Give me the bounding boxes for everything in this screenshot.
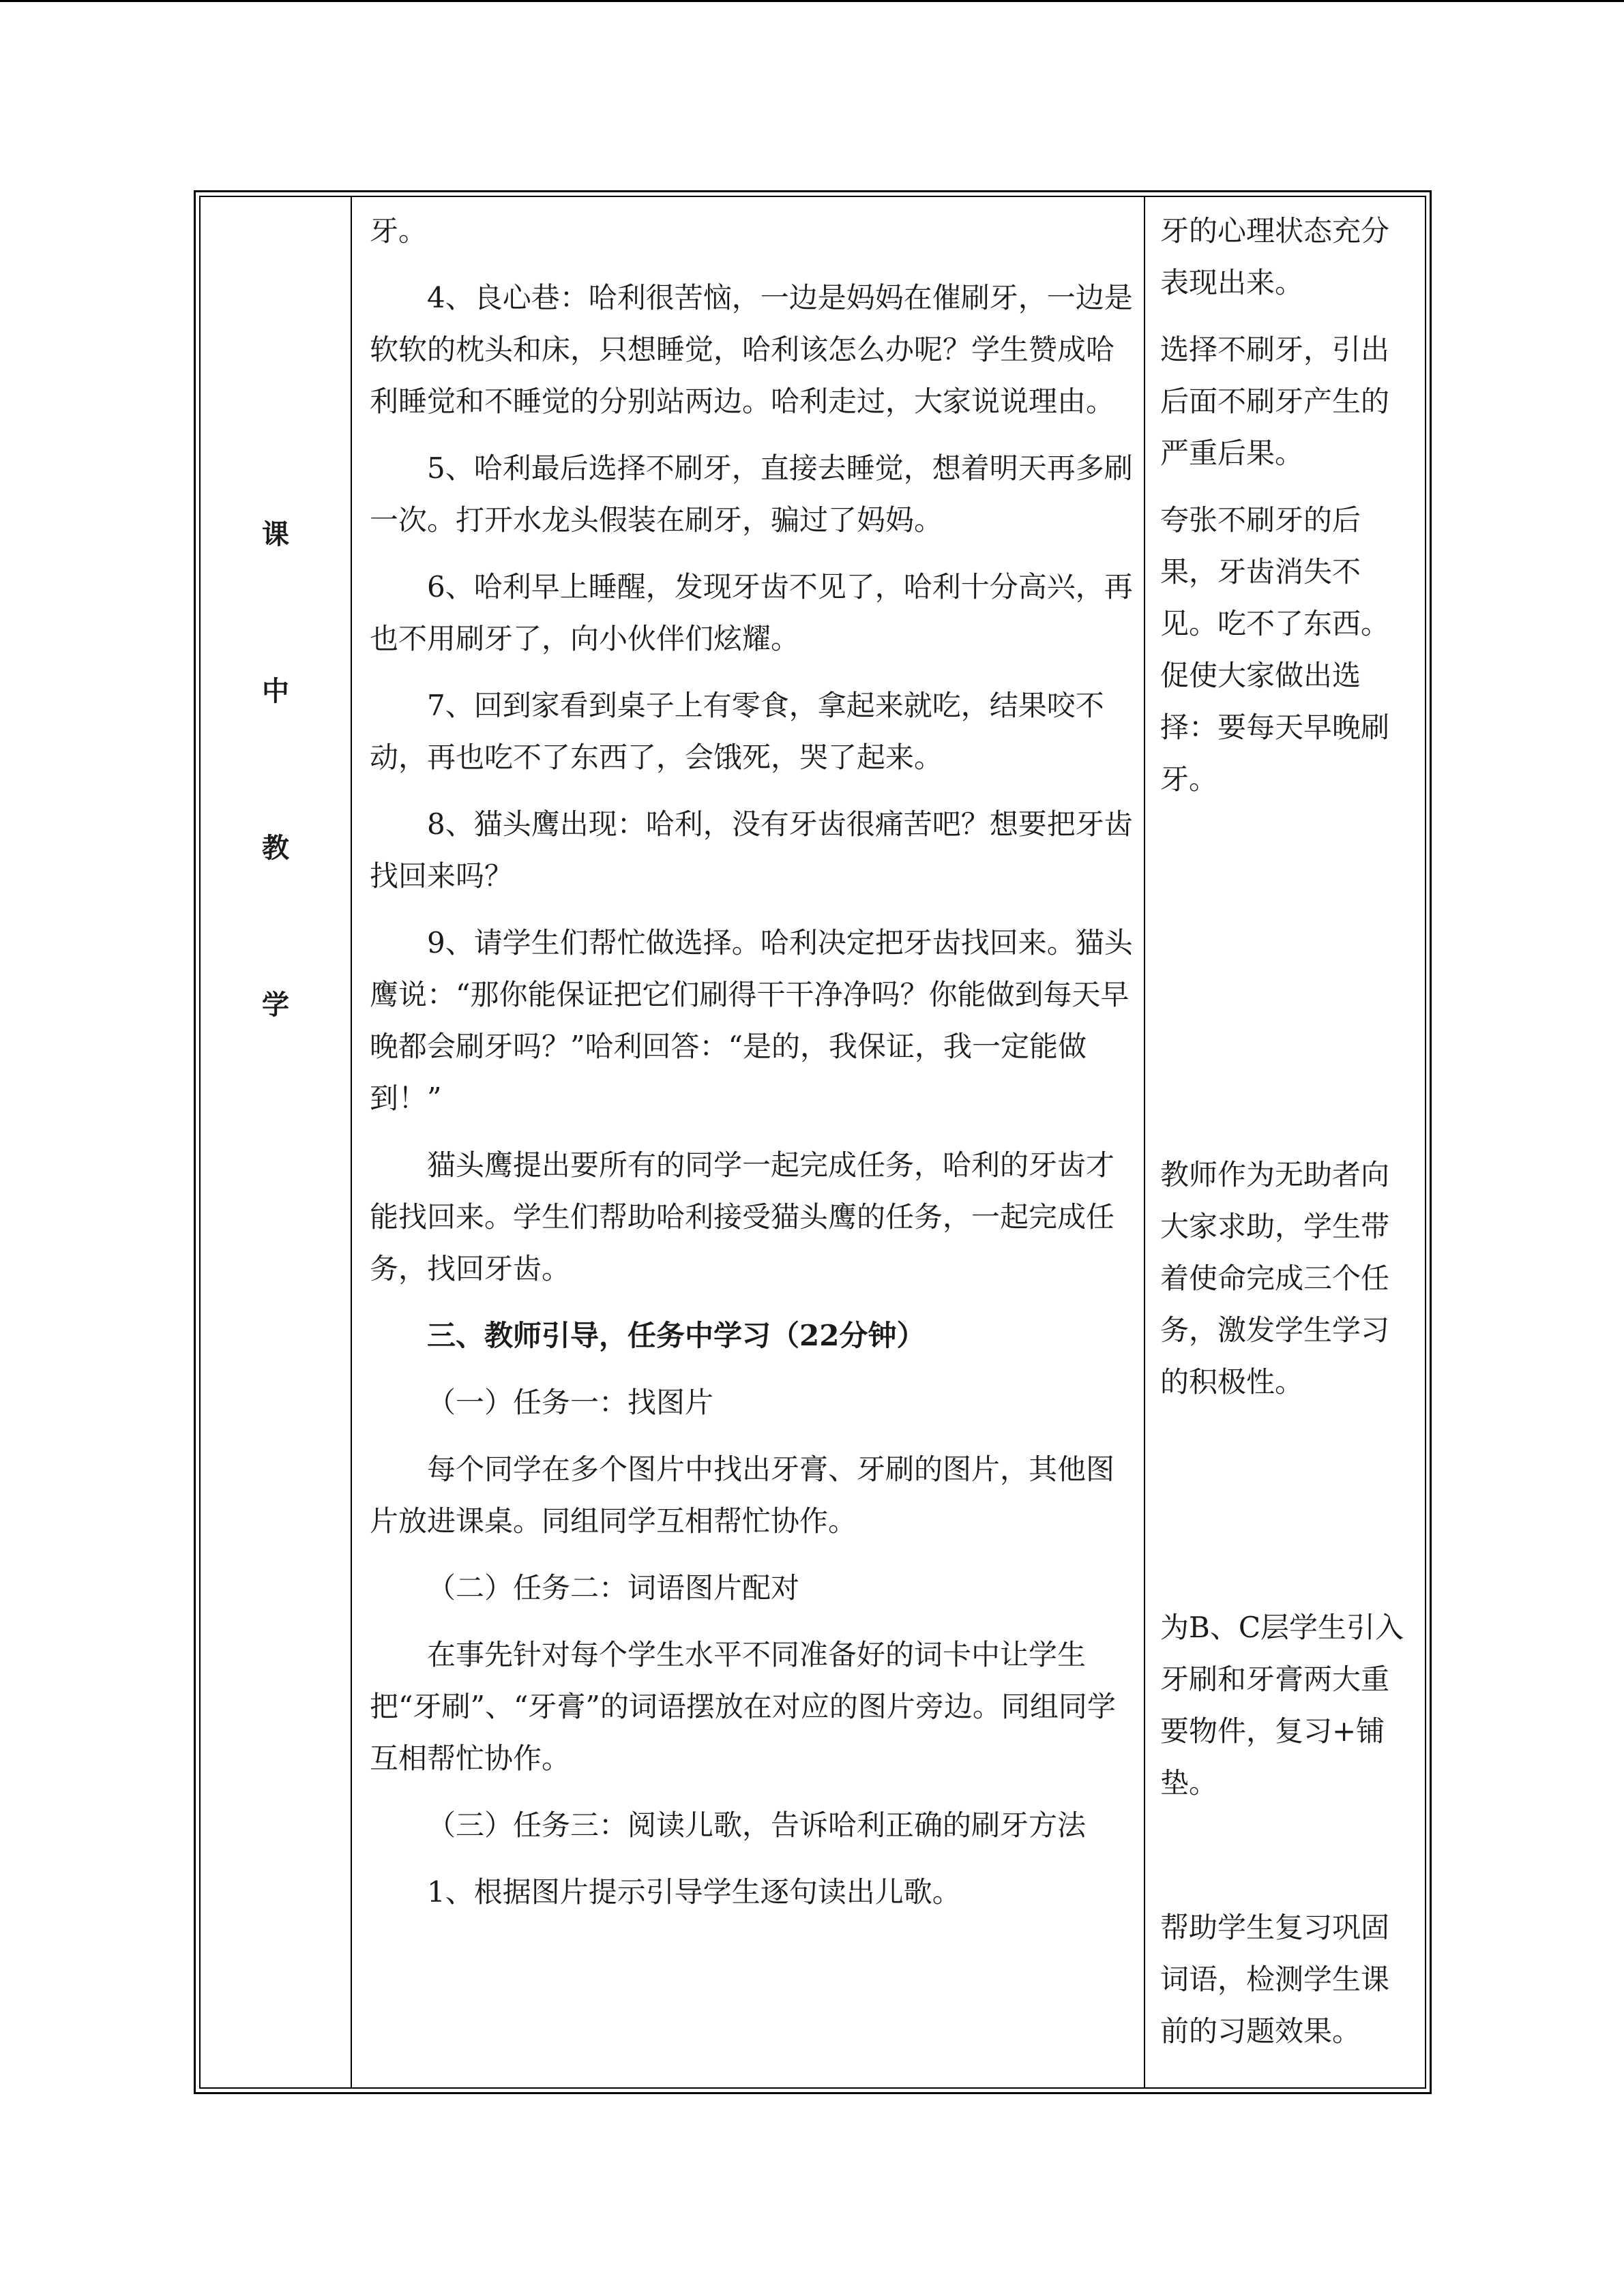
section-label-cell <box>200 196 351 2088</box>
lesson-plan-table <box>199 196 1426 2089</box>
paragraph: 4、良心巷：哈利很苦恼，一边是妈妈在催刷牙，一边是软软的枕头和床，只想睡觉，哈利该怎么办呢？学生赞成哈利睡觉和不睡觉的分别站两边。哈利走过，大家说说理由。 <box>370 281 1133 418</box>
design-notes-cell <box>1145 196 1426 2088</box>
paragraph: 每个同学在多个图片中找出牙膏、牙刷的图片，其他图片放进课桌。同组同学互相帮忙协作。 <box>370 1452 1115 1538</box>
section-label-char: 课 <box>262 518 289 550</box>
design-note: 牙的心理状态充分表现出来。 <box>1160 214 1390 299</box>
paragraph: 7、回到家看到桌子上有零食，拿起来就吃，结果咬不动，再也吃不了东西了，会饿死，哭了起来。 <box>370 689 1104 774</box>
main-content-cell <box>351 196 1145 2088</box>
paragraph: 在事先针对每个学生水平不同准备好的词卡中让学生把“牙刷”、“牙膏”的词语摆放在对应的图片旁边。同组同学互相帮忙协作。 <box>370 1638 1116 1775</box>
design-note: 选择不刷牙，引出后面不刷牙产生的严重后果。 <box>1160 333 1390 470</box>
design-note: 为B、C层学生引入牙刷和牙膏两大重要物件，复习+铺垫。 <box>1160 1611 1404 1800</box>
task-heading: （一）任务一：找图片 <box>427 1386 714 1419</box>
paragraph: 5、哈利最后选择不刷牙，直接去睡觉，想着明天再多刷一次。打开水龙头假装在刷牙，骗过了妈妈。 <box>370 451 1133 537</box>
section-label-char: 教 <box>262 832 289 864</box>
task-heading: （二）任务二：词语图片配对 <box>427 1571 800 1605</box>
paragraph: 6、哈利早上睡醒，发现牙齿不见了，哈利十分高兴，再也不用刷牙了，向小伙伴们炫耀。 <box>370 570 1133 655</box>
paragraph: 牙。 <box>370 214 428 248</box>
paragraph: 1、根据图片提示引导学生逐句读出儿歌。 <box>427 1875 961 1909</box>
paragraph: 猫头鹰提出要所有的同学一起完成任务，哈利的牙齿才能找回来。学生们帮助哈利接受猫头鹰的任务，一起完成任务，找回牙齿。 <box>370 1148 1115 1285</box>
section-label-char: 学 <box>262 989 289 1021</box>
page-top-rule <box>0 0 1624 2</box>
design-note: 帮助学生复习巩固词语，检测学生课前的习题效果。 <box>1160 1911 1390 2048</box>
section-label-char: 中 <box>262 675 289 707</box>
design-note: 夸张不刷牙的后果，牙齿消失不见。吃不了东西。促使大家做出选择：要每天早晚刷牙。 <box>1160 503 1390 796</box>
paragraph: 8、猫头鹰出现：哈利，没有牙齿很痛苦吧？想要把牙齿找回来吗？ <box>370 807 1133 893</box>
section-heading: 三、教师引导，任务中学习（22分钟） <box>427 1319 926 1352</box>
paragraph: 9、请学生们帮忙做选择。哈利决定把牙齿找回来。猫头鹰说：“那你能保证把它们刷得干干净净吗？你能做到每天早晚都会刷牙吗？”哈利回答：“是的，我保证，我一定能做到！” <box>370 926 1133 1115</box>
design-note: 教师作为无助者向大家求助，学生带着使命完成三个任务，激发学生学习的积极性。 <box>1160 1158 1390 1399</box>
main-content <box>352 197 1144 1918</box>
task-heading: （三）任务三：阅读儿歌，告诉哈利正确的刷牙方法 <box>427 1808 1087 1842</box>
